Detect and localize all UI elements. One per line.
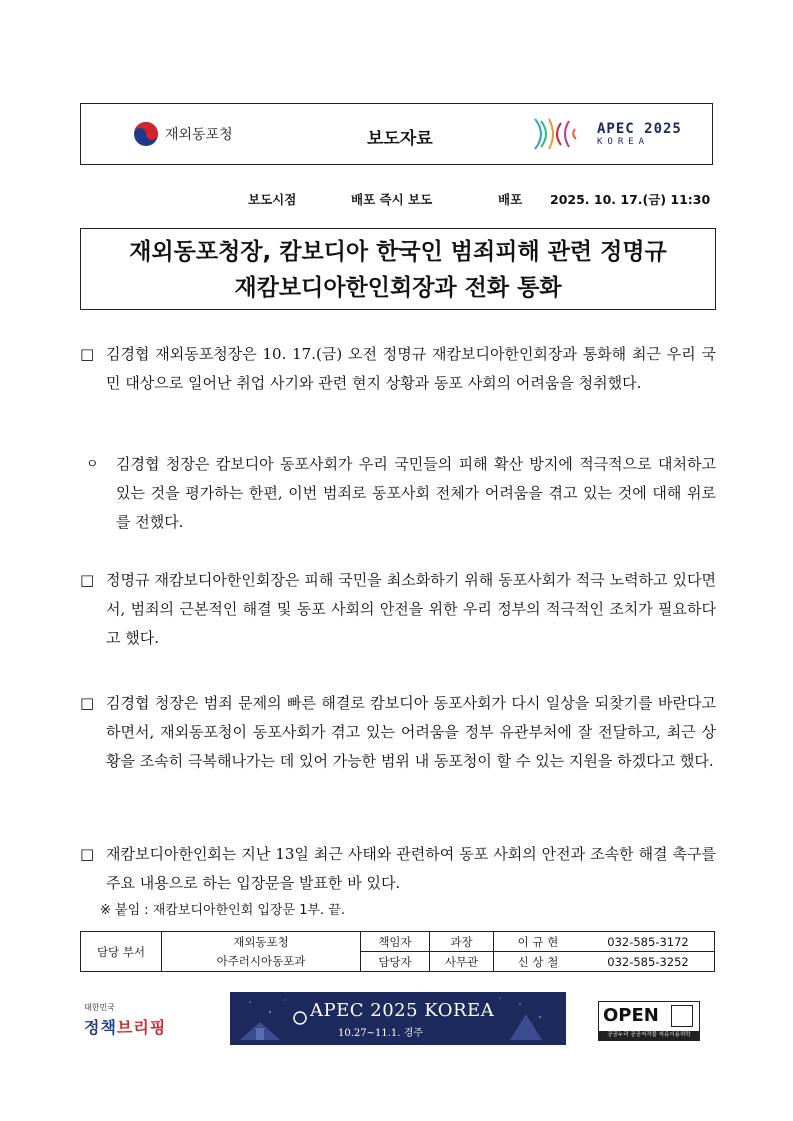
- distribution-value: 2025. 10. 17.(금) 11:30: [550, 192, 711, 207]
- doc-type-label: 보도자료: [367, 129, 433, 149]
- contact-table: [80, 931, 715, 972]
- name-cell: 이 규 현: [494, 932, 583, 952]
- bullet-box: □: [80, 345, 95, 363]
- briefing-text-2: 브리핑: [116, 1018, 167, 1037]
- title-cell: 과장: [430, 932, 494, 952]
- table-row: [81, 952, 715, 972]
- paragraph-text: 정명규 재캄보디아한인회장은 피해 국민을 최소화하기 위해 동포사회가 적극 노력하고 있다면서, 범죄의 근본적인 해결 및 동포 사회의 안전을 위한 우리 정부의 적극적인 조치가 필요하다고 했다.: [106, 571, 716, 647]
- title-line-1: 재외동포청장, 캄보디아 한국인 범죄피해 관련 정명규: [129, 239, 667, 265]
- paragraph-text: 김경협 청장은 캄보디아 동포사회가 우리 국민들의 피해 확산 방지에 적극적으로 대처하고 있는 것을 평가하는 한편, 이번 범죄로 동포사회 전체가 어려움을 겪고 있는 것에 대해 위로를 전했다.: [116, 455, 716, 531]
- title-line-2: 재캄보디아한인회장과 전화 통화: [234, 275, 562, 301]
- banner-main-text: APEC 2025 KOREA: [310, 1000, 495, 1021]
- phone-cell: 032-585-3252: [582, 952, 715, 972]
- open-caption: 공공누리 공공저작물 자유이용허락: [599, 1031, 699, 1040]
- release-time-label: 보도시점: [248, 192, 297, 207]
- paragraph-4: [80, 689, 716, 776]
- briefing-small-text: 대한민국: [84, 1003, 115, 1012]
- phone-cell: 032-585-3172: [582, 932, 715, 952]
- dept-unit: 아주러시아동포과: [162, 952, 361, 972]
- header-box: [80, 103, 713, 165]
- paragraph-2: [86, 450, 716, 537]
- apec-logo-sub: KOREA: [597, 137, 650, 147]
- paragraph-text: 김경협 청장은 범죄 문제의 빠른 해결로 캄보디아 동포사회가 다시 일상을 되찾기를 바란다고 하면서, 재외동포청이 동포사회가 겪고 있는 어려움을 정부 유관부처에 잘 전달하고, 최근 상황을 조속히 극복해나가는 데 있어 가능한 범위 내 동포청이 할 수 있는 지원을 하겠다고 했다.: [106, 694, 716, 770]
- kogl-open-badge: [598, 1001, 700, 1041]
- taegeuk-icon: [133, 121, 159, 147]
- bullet-box: □: [80, 845, 95, 863]
- attribution-icon: [671, 1005, 693, 1027]
- release-time-value: 배포 즉시 보도: [351, 192, 433, 207]
- apec-banner: [230, 992, 566, 1045]
- banner-sub-text: 10.27~11.1. 경주: [338, 1028, 423, 1039]
- paragraph-5: [80, 840, 716, 898]
- bullet-box: □: [80, 571, 95, 589]
- paragraph-1: [80, 340, 716, 398]
- distribution-label: 배포: [498, 192, 523, 207]
- title-cell: 사무관: [430, 952, 494, 972]
- bullet-box: □: [80, 694, 95, 712]
- name-cell: 신 상 철: [494, 952, 583, 972]
- role-cell: 책임자: [361, 932, 430, 952]
- apec-logo-main: APEC 2025: [597, 121, 682, 137]
- ministry-logo: [133, 121, 233, 147]
- paragraph-text: 재캄보디아한인회는 지난 13일 최근 사태와 관련하여 동포 사회의 안전과 조속한 해결 촉구를 주요 내용으로 하는 입장문을 발표한 바 있다.: [106, 845, 716, 892]
- apec-emblem-icon: [531, 115, 591, 153]
- policy-briefing-logo: [84, 1002, 166, 1038]
- paragraph-text: 김경협 재외동포청장은 10. 17.(금) 오전 정명규 재캄보디아한인회장과 통화해 최근 우리 국민 대상으로 일어난 취업 사기와 관련 현지 상황과 동포 사회의 어려움을 청취했다.: [106, 345, 716, 392]
- dept-label: 담당 부서: [81, 932, 162, 972]
- table-row: [81, 932, 715, 952]
- open-text: OPEN: [603, 1005, 659, 1026]
- dept-org: 재외동포청: [162, 932, 361, 952]
- bullet-circle: ㅇ: [86, 457, 99, 472]
- briefing-text-1: 정책: [84, 1018, 117, 1037]
- role-cell: 담당자: [361, 952, 430, 972]
- apec-logo: [531, 115, 682, 153]
- paragraph-3: [80, 566, 716, 653]
- ministry-name: 재외동포청: [165, 127, 233, 143]
- attachment-note: ※ 붙임 : 재캄보디아한인회 입장문 1부. 끝.: [100, 903, 345, 918]
- press-title: [80, 228, 716, 310]
